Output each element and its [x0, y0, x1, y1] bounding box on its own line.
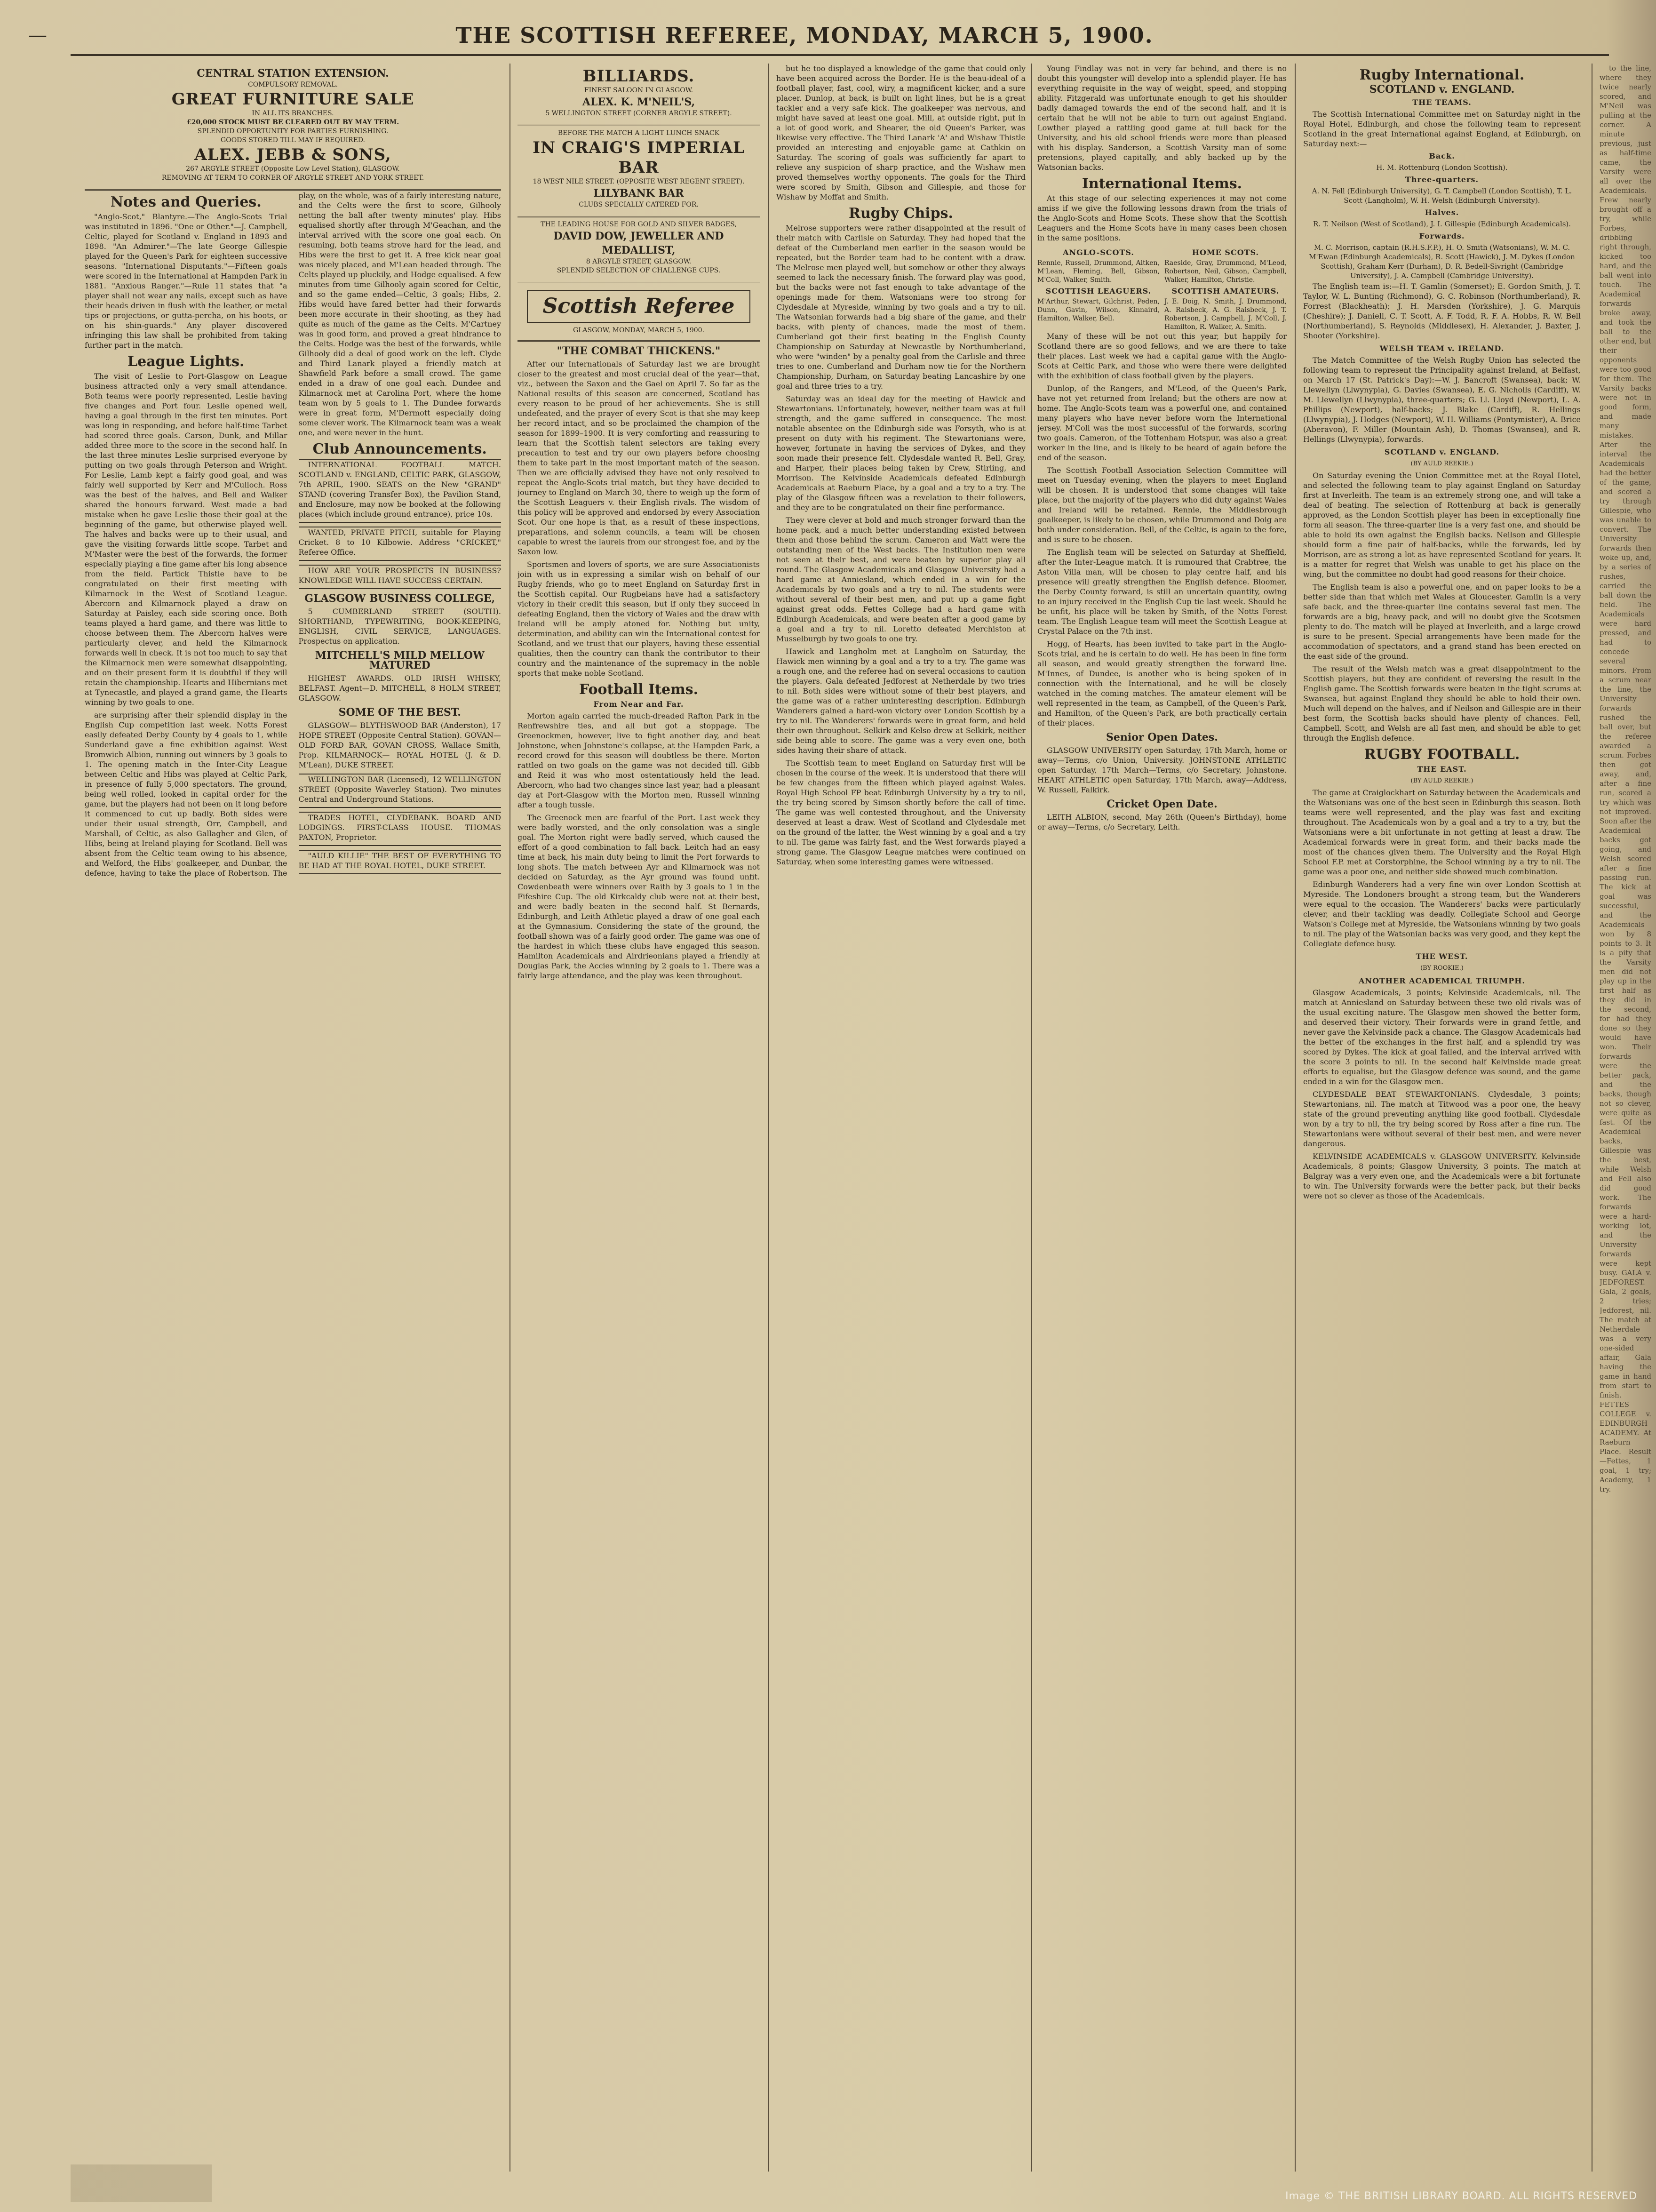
- section-heading: Senior Open Dates.: [1106, 731, 1218, 743]
- ad-text: GLASGOW— BLYTHSWOOD BAR (Anderston), 17 HOPE STREET (Opposite Central Station). GOVAN— OLD FORD BAR, GOVAN CROSS, Wallace Smith, Prop. KILMARNOCK— ROYAL HOTEL (J. & D. M'Lean), DUKE STREET.: [298, 721, 501, 769]
- ad-line: GREAT FURNITURE SALE: [171, 90, 414, 109]
- section-heading: Cricket Open Date.: [1107, 798, 1218, 810]
- article-text: Melrose supporters were rather disappointed at the result of their match with Carlisle on Saturday. They had hoped that the defeat of the Cumberland men earlier in the season would be repeated, but the Border team had to be content with a draw. The Melrose men played well, but somehow or other they always seemed to lack the necessary finish. The forward play was good, but the backs were not fast enough to take advantage of the openings made for them. Watsonians were too strong for Clydesdale at Myreside, winning by two goals and a try to nil. The Watsonian forwards had a big share of the game, and their backs, with plenty of chances, made the most of them. Cumberland got their first beating in the English County Championship on Saturday at Newcastle by Northumberland, who were "winden" by a penalty goal from the Carlisle and three tries to one. Cumberland and Durham now tie for the Northern Championship, Durham, on Saturday beating Lancashire by one goal and three tries to a try.: [776, 224, 1026, 391]
- article-text: Edinburgh Wanderers had a very fine win over London Scottish at Myreside. The Londoners brought a strong team, but the Wanderers were equal to the occasion. The Wanderers' backs were particularly clever, and their tackling was deadly. Collegiate School and George Watson's College met at Myreside, the Watsonians winning by two goals to nil. The play of the Watsonian backs was very good, and they kept the Collegiate defence busy.: [1303, 880, 1581, 948]
- article-text: Many of these will be not out this year, but happily for Scotland there are so good fellows, and we are there to take their places. Last week we had a capital game with the Anglo-Scots at Celtic Park, and those who were there were delighted with the exhibition of class football given by the players.: [1037, 332, 1287, 380]
- team-list-names: Raeside, Gray, Drummond, M'Leod, Robertson, Neil, Gibson, Campbell, Walker, Hamilton, Christie.: [1164, 259, 1287, 284]
- copyright-credit: Image © THE BRITISH LIBRARY BOARD. ALL RIGHTS RESERVED: [1285, 2190, 1637, 2202]
- club-ad: [299, 459, 502, 523]
- paper-date: GLASGOW, MONDAY, MARCH 5, 1900.: [573, 327, 705, 334]
- team-list: [1037, 246, 1160, 331]
- column-3: [776, 64, 1026, 2172]
- wellington-ad: [299, 774, 502, 808]
- ad-line: £20,000 STOCK MUST BE CLEARED OUT BY MAY TERM.: [186, 119, 399, 126]
- section-subheading: WELSH TEAM v. IRELAND.: [1379, 344, 1505, 353]
- scotland-team: [1303, 152, 1581, 280]
- ad-address: 267 ARGYLE STREET (Opposite Low Level Station), GLASGOW.: [186, 165, 400, 173]
- article-text: They were clever at bold and much stronger forward than the home pack, and a much better understanding existed between them and those behind the scrum. Cameron and Watt were the outstanding men of the West backs. The Institution men were not seen at their best, and were beaten by superior play all round. The Glasgow Academicals and Glasgow University had a hard game at Anniesland, which ended in a win for the Academicals by two goals and a try to nil. The students were without several of their best men, and put up a game fight against great odds. Fettes College had a hard game with Edinburgh Academicals, and were beaten after a good game by a goal and a try to nil. Loretto defeated Merchiston at Musselburgh by two goals to one try.: [776, 516, 1026, 643]
- torn-corner: [71, 2164, 212, 2202]
- ad-line: CENTRAL STATION EXTENSION.: [197, 67, 389, 80]
- furniture-sale-ad: [85, 64, 501, 191]
- team-lists: [1037, 246, 1287, 331]
- teams-heading: THE TEAMS.: [1412, 98, 1472, 107]
- page-header-title: THE SCOTTISH REFEREE, MONDAY, MARCH 5, 1900.: [455, 23, 1154, 48]
- ad-line: DAVID DOW, JEWELLER AND MEDALLIST,: [553, 230, 724, 256]
- player-names: R. T. Neilson (West of Scotland), J. I. Gillespie (Edinburgh Academicals).: [1313, 220, 1571, 228]
- ad-text: HIGHEST AWARDS. OLD IRISH WHISKY, BELFAST. Agent—D. MITCHELL, 8 HOLM STREET, GLASGOW.: [298, 674, 501, 703]
- team-list-heading: ANGLO-SCOTS.: [1063, 248, 1134, 257]
- byline: (BY ROOKIE.): [1420, 965, 1464, 972]
- column-2: [518, 64, 760, 2172]
- college-title: GLASGOW BUSINESS COLLEGE,: [304, 592, 495, 605]
- article-text: The game at Craiglockhart on Saturday between the Academicals and the Watsonians was one of the best seen in Edinburgh this season. Both teams were well represented, and the play was fast and exciting throughout. The Academicals won by a goal and a try to a try, but the Watsonians were a bit unfortunate in not getting at least a draw. The Academical forwards were in great form, and their backs made the most of the chances given them. The University and the Royal High School F.P. met at Corstorphine, the School winning by a try to nil. The game was a poor one, and neither side showed much combination.: [1303, 788, 1581, 876]
- column-6-partial: [1600, 64, 1651, 2172]
- ad-line: SPLENDID SELECTION OF CHALLENGE CUPS.: [557, 267, 721, 274]
- article-text: Glasgow Academicals, 3 points; Kelvinside Academicals, nil. The match at Anniesland on Saturday between these two old rivals was of the usual exciting nature. The Glasgow men showed the better form, and deserved their victory. Their forwards were in grand fettle, and never gave the Kelvinside pack a chance. The Glasgow Academicals had the better of the exchanges in the first half, and a splendid try was scored by Dykes. The kick at goal failed, and the interval arrived with the score 3 points to nil. In the second half Kelvinside made great efforts to equalise, but the Glasgow defence was sound, and the game ended in a win for the Glasgow men.: [1303, 988, 1581, 1086]
- two-column-section: [85, 191, 501, 878]
- club-ad: [299, 527, 502, 561]
- player-names: H. M. Rottenburg (London Scottish).: [1376, 163, 1508, 172]
- ad-line: GOODS STORED TILL MAY IF REQUIRED.: [221, 136, 365, 144]
- column-4: [1037, 64, 1287, 2172]
- ad-text: WANTED, PRIVATE PITCH, suitable for Playing Cricket. 8 to 10 Kilbowie. Address "CRICKET," Referee Office.: [298, 528, 501, 557]
- article-text: CLYDESDALE BEAT STEWARTONIANS. Clydesdale, 3 points; Stewartonians, nil. The match at Titwood was a poor one, the heavy state of the ground preventing anything like good football. Clydesdale won by a try to nil, the try being scored by Ross after a fine run. The Stewartonians were without several of their best men, and were never dangerous.: [1303, 1090, 1581, 1148]
- article-text: "Anglo-Scot," Blantyre.—The Anglo-Scots Trial was instituted in 1896. "One or Other."—J. Campbell, Celtic, played for Scotland v. England in 1893 and 1898. "An Admirer."—The late George Gillespie played for the Queen's Park for eighteen successive seasons. "International Disputants."—Fifteen goals were scored in the International at Hampden Park in 1881. "Anxious Ranger."—Rule 11 states that "a player shall not wear any nails, except such as have their heads driven in flush with the leather, or metal tips or projections, or gutta-percha, on his boots, or on his shin-guards." Any player discovered infringing this law shall be prohibited from taking further part in the match.: [85, 212, 287, 350]
- ad-text: HOW ARE YOUR PROSPECTS IN BUSINESS? KNOWLEDGE WILL HAVE SUCCESS CERTAIN.: [298, 566, 501, 585]
- ad-line: SPLENDID OPPORTUNITY FOR PARTIES FURNISHING.: [197, 128, 389, 135]
- player-names: M. C. Morrison, captain (R.H.S.F.P.), H. O. Smith (Watsonians), W. M. C. M'Ewan (Edinburgh Academicals), R. Scott (Hawick), J. M. Dykes (London Scottish), Graham Kerr (Durham), D. R. Bedell-Sivright (Cambridge University), J. A. Campbell (Cambridge University).: [1309, 243, 1575, 280]
- ad-line: BILLIARDS.: [582, 67, 695, 86]
- ad-text: INTERNATIONAL FOOTBALL MATCH. SCOTLAND v. ENGLAND, CELTIC PARK, GLASGOW, 7th APRIL, 1900. SEATS on the New "GRAND" STAND (covering Transfer Box), the Pavilion Stand, and Enclosure, may now be booked at the following places (which include ground entrance), price 10s.: [298, 460, 501, 519]
- section-subheading: From Near and Far.: [593, 700, 684, 709]
- section-subheading: SCOTLAND v. ENGLAND.: [1384, 447, 1500, 456]
- section-subheading: THE WEST.: [1416, 952, 1468, 961]
- section-heading: Rugby Chips.: [849, 205, 953, 222]
- article-text: After our Internationals of Saturday last we are brought closer to the greatest and most crucial deal of the year—that, viz., between the Saxon and the Gael on April 7. So far as the National results of this season are concerned, Scotland has every reason to be proud of her achievements. She is still undefeated, and the prayer of every Scot is that she may keep her record intact, and so be proclaimed the champion of the season for 1899–1900. It is very comforting and reassuring to learn that the Scottish talent selectors are taking every precaution to test and try our own players before choosing them to take part in the most important match of the season. Then we are officially advised they have not only resolved to repeat the Anglo-Scots trial match, but they have decided to journey to England on March 30, there to weigh up the form of the Scottish Leaguers v. their English rivals. The wisdom of this policy will be approved and endorsed by every Association Scot. Our one hope is that, as a result of these inspections, preparations, and solemn councils, a team will be chosen capable to wrest the laurels from our strongest foe, and by the Saxon low.: [518, 359, 760, 556]
- team-list: [1164, 246, 1287, 331]
- ad-line: IN ALL ITS BRANCHES.: [252, 110, 334, 117]
- section-heading: Rugby International.: [1359, 67, 1525, 83]
- article-text: The Scottish Football Association Selection Committee will meet on Tuesday evening, when the players to meet England will be chosen. It is understood that some changes will take place, but the majority of the players who did duty against Wales and Ireland will be retained. Rennie, the Middlesbrough goalkeeper, is likely to be chosen, while Drummond and Doig are both under consideration. Bell, of the Celtic, is again to the fore, and is sure to be chosen.: [1037, 466, 1287, 544]
- ad-line: FINEST SALOON IN GLASGOW.: [584, 87, 693, 94]
- ad-text: 5 CUMBERLAND STREET (SOUTH). SHORTHAND, TYPEWRITING, BOOK-KEEPING, ENGLISH, CIVIL SERVICE, LANGUAGES. Prospectus on application.: [298, 607, 501, 646]
- position-heading: Back.: [1429, 152, 1455, 160]
- team-list-names: Rennie, Russell, Drummond, Aitken, M'Lean, Fleming, Bell, Gibson, M'Coll, Walker, Smith.: [1037, 259, 1160, 284]
- team-list-heading: SCOTTISH LEAGUERS.: [1045, 287, 1152, 295]
- article-text: The English team is:—H. T. Gamlin (Somerset); E. Gordon Smith, J. T. Taylor, W. L. Bunting (Richmond), G. C. Robinson (Northumberland), R. Forrest (Blackheath); J. H. Marsden (Yorkshire), J. G. Marquis (Cheshire); J. Daniell, C. T. Scott, A. F. Todd, R. F. A. Hobbs, R. W. Bell (Northumberland), S. Reynolds (Middlesex), H. Alexander, J. Baxter, J. Shooter (Yorkshire).: [1303, 282, 1581, 340]
- best-heading: SOME OF THE BEST.: [338, 706, 461, 719]
- paper-logo: Scottish Referee: [527, 290, 750, 323]
- ad-line: BEFORE THE MATCH A LIGHT LUNCH SNACK: [557, 129, 720, 137]
- player-names: A. N. Fell (Edinburgh University), G. T. Campbell (London Scottish), T. L. Scott (Langholm), W. H. Welsh (Edinburgh University).: [1312, 187, 1572, 205]
- article-text: The English team will be selected on Saturday at Sheffield, after the Inter-League match. It is rumoured that Crabtree, the Aston Villa man, will be chosen to play centre half, and his presence will greatly strengthen the English defence. Bloomer, the Derby County forward, is still an uncertain quantity, owing to an injury received in the English Cup tie last week. Should he be unfit, his place will be taken by Smith, of the Notts Forest team. The English League team will meet the Scottish League at Crystal Palace on the 7th inst.: [1037, 548, 1287, 636]
- column-5: [1303, 64, 1581, 2172]
- article-text: The English team is also a powerful one, and on paper looks to be a better side than that which met Wales at Gloucester. Gamlin is a very safe back, and the three-quarter line contains several fast men. The forwards are a big, heavy pack, and will no doubt give the Scotsmen plenty to do. The match will be played at Inverleith, and a large crowd is sure to be present. Special arrangements have been made for the accommodation of spectators, and a grand stand has been erected on the east side of the ground.: [1303, 583, 1581, 661]
- billiards-ad: [518, 64, 760, 126]
- position-heading: Forwards.: [1419, 232, 1465, 240]
- leader-heading: "THE COMBAT THICKENS.": [557, 345, 721, 357]
- imperial-bar-ad: [518, 126, 760, 217]
- ad-line: CLUBS SPECIALLY CATERED FOR.: [579, 201, 699, 208]
- article-text: Dunlop, of the Rangers, and M'Leod, of the Queen's Park, have not yet returned from Ireland; but the others are now at home. The Anglo-Scots team was a powerful one, and contained many players who have never before worn the International jersey. M'Coll was the most successful of the forwards, scoring two goals. Cameron, of the Tottenham Hotspur, was also a great worker in the line, and is likely to be heard of again before the end of the season.: [1037, 384, 1287, 462]
- paper-masthead: [518, 283, 760, 342]
- team-list-names: M'Arthur, Stewart, Gilchrist, Peden, Dunn, Gavin, Wilson, Kinnaird, Hamilton, Walker, Bell.: [1037, 298, 1160, 322]
- column-rule: [1295, 64, 1296, 2172]
- section-heading: Football Items.: [579, 681, 699, 698]
- header-dash: —: [28, 24, 47, 46]
- section-heading: RUGBY FOOTBALL.: [1364, 746, 1520, 763]
- article-text: Morton again carried the much-dreaded Rafton Park in the Renfrewshire ties, and all but got a stoppage. The Greenockmen, however, live to fight another day, and beat Johnstone, when Johnstone's collapse, at the Hampden Park, a record crowd for this season will doubtless be there. Morton rattled on two goals on the game was not decided till. Gibb and Reid it was who most ostentatiously held the lead. Abercorn, who had two changes since last year, had a pleasant day at Port-Glasgow with the Morton men, Russell winning after a tough tussle.: [518, 711, 760, 809]
- byline: (BY AULD REEKIE.): [1410, 777, 1473, 784]
- team-list-names: J. E. Doig, N. Smith, J. Drummond, A. Raisbeck, A. G. Raisbeck, J. T. Robertson, J. Campbell, J. M'Coll, J. Hamilton, R. Walker, A. Smith.: [1164, 298, 1287, 331]
- section-subheading: ANOTHER ACADEMICAL TRIUMPH.: [1359, 976, 1525, 985]
- ad-line: 5 WELLINGTON STREET (CORNER ARGYLE STREET).: [545, 110, 732, 117]
- article-text: to the line, where they twice nearly scored, and M'Neil was pulling at the corner. A minute previous, just as half-time came, the Varsity were all over the Academicals. Frew nearly brought off a try, while Forbes, dribbling right through, kicked too hard, and the ball went into touch. The Academical forwards broke away, and took the ball to the other end, but their opponents were too good for them. The Varsity backs were not in good form, and made many mistakes. After the interval the Academicals had the better of the game, and scored a try through Gillespie, who was unable to convert. The University forwards then woke up, and, by a series of rushes, carried the ball down the field. The Academicals were hard pressed, and had to concede several minors. From a scrum near the line, the University forwards rushed the ball over, but the referee awarded a scrum. Forbes then got away, and, after a fine run, scored a try which was not improved. Soon after the Academical backs got going, and Welsh scored after a fine passing run. The kick at goal was successful, and the Academicals won by 8 points to 3. It is a pity that the Varsity men did not play up in the first half as they did in the second, for had they done so they would have won. Their forwards were the better pack, and the backs, though not so clever, were quite as fast. Of the Academical backs, Gillespie was the best, while Welsh and Fell also did good work. The forwards were a hard-working lot, and the University forwards were kept busy. GALA v. JEDFOREST. Gala, 2 goals, 2 tries; Jedforest, nil. The match at Netherdale was a very one-sided affair, Gala having the game in hand from start to finish. FETTES COLLEGE v. EDINBURGH ACADEMY. At Raeburn Place. Result—Fettes, 1 goal, 1 try; Academy, 1 try.: [1600, 64, 1651, 1493]
- section-heading: Club Announcements.: [312, 441, 487, 457]
- ad-line: COMPULSORY REMOVAL.: [247, 81, 338, 88]
- column-rule: [768, 64, 769, 2172]
- whisky-title: MITCHELL'S MILD MELLOW MATURED: [315, 649, 485, 671]
- article-text: Young Findlay was not in very far behind, and there is no doubt this youngster will develop into a splendid player. He has everything requisite in the way of weight, speed, and stopping ability. Fitzgerald was unfortunate enough to get his shoulder badly damaged towards the end of the second half, and it is certain that he will not be able to turn out against England. Lowther played a rattling good game at full back for the University, and his old school friends were more than pleased with his display. Sanderson, a Scottish Varsity man of some pretensions, played capitally, and ably backed up by the Watsonian backs.: [1037, 64, 1287, 172]
- article-text: Hogg, of Hearts, has been invited to take part in the Anglo-Scots trial, and he is certain to do well. He has been in fine form all season, and would greatly strengthen the forward line. M'Innes, of Dundee, is another who is being spoken of in connection with the International, and he will be closely watched in the coming matches. The amateur element will be well represented in the team, as Campbell, of the Queen's Park, and Hamilton, of the Queen's Park, are both practically certain of their places.: [1037, 639, 1287, 727]
- section-heading: League Lights.: [127, 353, 245, 370]
- section-heading: Notes and Queries.: [110, 194, 262, 210]
- position-heading: Three-quarters.: [1405, 175, 1479, 184]
- ad-line: LILYBANK BAR: [593, 187, 684, 200]
- trades-ad: [299, 812, 502, 846]
- ad-text: TRADES HOTEL, CLYDEBANK. BOARD AND LODGINGS. FIRST-CLASS HOUSE. THOMAS PAXTON, Proprietor.: [298, 813, 501, 842]
- article-text: The Scottish International Committee met on Saturday night in the Royal Hotel, Edinburgh, and chose the following team to represent Scotland in the great International against England, at Edinburgh, on Saturday next:—: [1303, 110, 1581, 148]
- team-list-heading: SCOTTISH AMATEURS.: [1171, 287, 1280, 295]
- article-text: but he too displayed a knowledge of the game that could only have been acquired across the Border. He is the beau-ideal of a football player, fast, cool, wiry, a magnificent kicker, and a sure placer. Dunlop, at back, is built on light lines, but he is a great tackler and a very safe kick. The goalkeeper was nervous, and might have saved at least one goal. Mill, at outside right, put in a lot of good work, and Shearer, the old Queen's Parker, was likewise very effective. The Third Lanark 'A' and Wishaw Thistle provided an interesting and enjoyable game at Cathkin on Saturday. The scoring of goals was sufficiently far apart to relieve any suspicion of sharp practice, and the Wishaw men proved themselves worthy opponents. The goals for the Third were scored by Smith, Gibson and Gillespie, and those for Wishaw by Moffat and Smith.: [776, 64, 1026, 201]
- ad-removing: REMOVING AT TERM TO CORNER OF ARGYLE STREET AND YORK STREET.: [161, 174, 424, 182]
- article-text: Sportsmen and lovers of sports, we are sure Associationists join with us in expressing a similar wish on behalf of our Rugby friends, who go to meet England on Saturday first in the Scottish capital. Our Rugbeians have had a satisfactory victory in their credit this season, but if only they succeed in defeating England, then the victory of Wales and the draw with Ireland will be amply atoned for. Nothing but unity, determination, and ability can win the International contest for Scotland, and we trust that our players, having these essential qualities, then the country can thank the contributor to their country and the maintenance of the supremacy in the noble sports that make noble Scotland.: [518, 560, 760, 678]
- section-heading: International Items.: [1082, 176, 1242, 192]
- article-text: LEITH ALBION, second, May 26th (Queen's Birthday), home or away—Terms, c/o Secretary, Leith.: [1037, 813, 1287, 831]
- ad-line: THE LEADING HOUSE FOR GOLD AND SILVER BADGES,: [541, 221, 737, 228]
- article-text: are surprising after their splendid display in the English Cup competition last week. Notts Forest easily defeated Derby County by 4 goals to 1, while Sunderland gave a fine exhibition against West Bromwich Albion, running out winners by 3 goals to 1. The opening match in the Inter-City League between Celtic and Hibs was played at Celtic Park, in presence of fully 5,000 spectators. The ground, being well rolled, looked in capital order for the game, but the players had not been on it long before it commenced to cut up badly. Both sides were under their usual strength, Orr, Campbell, and Marshall, of Celtic, as also Gallagher and Glen, of Hibs, being at Ireland playing for Scotland. Bell was absent from the Celtic team owing to his absence, and Welford, the Hibs' goalkeeper, and Dunbar, the defence, having to take the place of Robertson. The play, on the whole, was of a fairly interesting nature, and the Celts were the first to score, Gilhooly netting the ball after twenty minutes' play. Hibs equalised shortly after through M'Geachan, and the interval arrived with the score one goal each. On resuming, both teams strove hard for the lead, and Hibs were the first to get it. A free kick near goal was nicely placed, and M'Lean headed through. The Celts played up pluckily, and Hodge equalised. A few minutes from time Gilhooly again scored for Celtic, and so the game ended—Celtic, 3 goals; Hibs, 2. Hibs would have fared better had their forwards been more accurate in their shooting, as they had quite as much of the game as the Celts. M'Cartney was in good form, and proved a great hindrance to the Celts. Hodge was the best of the forwards, while Gilhooly did a deal of good work on the left. Clyde and Third Lanark played a friendly match at Shawfield Park before a small crowd. The game ended in a draw of one goal each. Dundee and Kilmarnock met at Carolina Port, where the home team won by 5 goals to 1. The Dundee forwards were in great form, M'Dermott especially doing some clever work. The Kilmarnock team was a weak one, and were never in the hunt.: [85, 191, 501, 878]
- article-text: On Saturday evening the Union Committee met at the Royal Hotel, and selected the following team to play against England on Saturday first at Inverleith. The team is an extremely strong one, and will take a deal of beating. The selection of Rottenburg at back is generally approved, as the London Scottish player has been in exceptionally fine form all season. The three-quarter line is a very fast one, and should be able to hold its own against the English backs. Neilson and Gillespie should form a fine pair of half-backs, while the forwards, led by Morrison, are as strong a lot as have represented Scotland for years. It is a matter for regret that Welsh was unable to get his place on the wing, but the committee no doubt had good reasons for their choice.: [1303, 471, 1581, 579]
- article-text: GLASGOW UNIVERSITY open Saturday, 17th March, home or away—Terms, c/o Union, University. JOHNSTONE ATHLETIC open Saturday, 17th March—Terms, c/o Secretary, Johnstone. HEART ATHLETIC open Saturday, 17th March, away—Address, W. Russell, Falkirk.: [1037, 746, 1287, 794]
- auld-killie-ad: [299, 850, 502, 874]
- team-list-heading: HOME SCOTS.: [1192, 248, 1259, 257]
- article-text: KELVINSIDE ACADEMICALS v. GLASGOW UNIVERSITY. Kelvinside Academicals, 8 points; Glasgow University, 3 points. The match at Balgray was a very even one, and the Academicals were a bit fortunate to win. The University forwards were the better pack, but their backs were not so clever as those of the Academicals.: [1303, 1152, 1581, 1200]
- column-1: [85, 64, 501, 2172]
- match-heading: SCOTLAND v. ENGLAND.: [1369, 83, 1515, 96]
- ad-line: ALEX. K. M'NEIL'S,: [582, 96, 695, 108]
- header-rule: [71, 54, 1609, 56]
- ad-line: IN CRAIG'S IMPERIAL BAR: [533, 138, 745, 177]
- article-text: The Match Committee of the Welsh Rugby Union has selected the following team to represent the Principality against Ireland, at Belfast, on March 17 (St. Patrick's Day):—W. J. Bancroft (Swansea), back; W. Llewellyn (Llwynypia), G. Davies (Swansea), E. G. Nicholls (Cardiff), W. M. Llewellyn (Llwynypia), three-quarters; G. Ll. Lloyd (Newport), L. A. Phillips (Newport), half-backs; J. Blake (Cardiff), R. Hellings (Llwynypia), J. Hodges (Newport), W. H. Williams (Pontymister), A. Brice (Aberavon), F. Miller (Mountain Ash), D. Thomas (Swansea), and R. Hellings (Llwynypia), forwards.: [1303, 356, 1581, 444]
- section-subheading: THE EAST.: [1417, 765, 1467, 774]
- article-text: The Scottish team to meet England on Saturday first will be chosen in the course of the week. It is understood that there will be few changes from the fifteen which played against Wales. Royal High School FP beat Edinburgh University by a try to nil, the try being scored by Simson shortly before the call of time. The game was well contested throughout, and the University deserved at least a draw. West of Scotland and Clydesdale met on the ground of the latter, the West winning by a goal and a try to nil. The game was fairly fast, and the West forwards played a strong game. The Glasgow League matches were continued on Saturday, when some interesting games were witnessed.: [776, 759, 1026, 866]
- ad-text: "AULD KILLIE" THE BEST OF EVERYTHING TO BE HAD AT THE ROYAL HOTEL, DUKE STREET.: [298, 851, 501, 870]
- ad-firm-name: ALEX. JEBB & SONS,: [194, 145, 391, 164]
- column-rule: [1031, 64, 1032, 2172]
- article-text: At this stage of our selecting experiences it may not come amiss if we give the following lessons drawn from the trials of the Anglo-Scots and Home Scots. These show that the Scottish Leaguers and the Home Scots have in many cases been chosen in the same positions.: [1037, 194, 1287, 242]
- byline: (BY AULD REEKIE.): [1410, 460, 1473, 467]
- position-heading: Halves.: [1425, 208, 1459, 217]
- jeweller-ad: [518, 217, 760, 283]
- article-text: The visit of Leslie to Port-Glasgow on League business attracted only a very small attendance. Both teams were poorly represented, Leslie having five changes and Port four. Leslie opened well, having a goal through in the first ten minutes. Port was long in responding, and before half-time Tarbet had scored three goals. Carson, Dunk, and Millar added three more to the score in the second half. In the last three minutes Leslie surprised everyone by putting on two goals through Peterson and Wright. For Leslie, Lamb kept a fairly good goal, and was fairly well supported by Kerr and M'Culloch. Ross was the best of the halves, and Bell and Walker shared the honours forward. West made a bad mistake when he gave Leslie those their goal at the beginning of the game, but otherwise played well. The halves and backs were up to their usual, and gave the visiting forwards little scope. Tarbet and M'Master were the best of the forwards, the former especially playing a fine game after his long absence from the field. Partick Thistle have to be congratulated on their first meeting with Kilmarnock in the West of Scotland League. Abercorn and Kilmarnock played a draw on Saturday at Paisley, each side scoring once. Both teams played a hard game, and there was little to choose between them. The Abercorn halves were particularly clever, and held the Kilmarnock forwards well in check. It is not too much to say that the Kilmarnock men were somewhat disappointing, and on their present form it is doubtful if they will retain the championship. Hearts and Hibernians met at Tynecastle, and played a grand game, the Hearts winning by two goals to one.: [85, 372, 287, 707]
- ad-line: 8 ARGYLE STREET, GLASGOW.: [586, 258, 692, 265]
- ad-line: 18 WEST NILE STREET. (OPPOSITE WEST REGENT STREET).: [533, 178, 745, 185]
- article-text: Hawick and Langholm met at Langholm on Saturday, the Hawick men winning by a goal and a try to a try. The game was a rough one, and the referee had on several occasions to caution the players. Gala defeated Jedforest at Netherdale by two tries to nil. Both sides were without some of their best players, and the game was of a rather uninteresting description. Edinburgh Wanderers gained a hard-won victory over London Scottish by a try to nil. The Wanderers' forwards were in great form, and held their own throughout. Selkirk and Kelso drew at Selkirk, neither side being able to score. The game was a very even one, both sides having their share of attack.: [776, 647, 1026, 755]
- ad-text: WELLINGTON BAR (Licensed), 12 WELLINGTON STREET (Opposite Waverley Station). Two minutes Central and Underground Stations.: [298, 775, 501, 804]
- article-text: Saturday was an ideal day for the meeting of Hawick and Stewartonians. Unfortunately, however, neither team was at full strength, and the game suffered in consequence. The most notable absentee on the Edinburgh side was Forsyth, who is at present on duty with his regiment. The Stewartonians were, however, fortunate in having the services of Dykes, and they soon made their presence felt. Clydesdale wanted R. Bell, Gray, and Harper, their places being taken by Crew, Stirling, and Morrison. The Kelvinside Academicals defeated Edinburgh Academicals at Raeburn Place, by a goal and a try to a try. The play of the Glasgow fifteen was a revelation to their followers, and they are to be congratulated on their fine performance.: [776, 394, 1026, 512]
- club-ad: [299, 565, 502, 589]
- article-text: The result of the Welsh match was a great disappointment to the Scottish players, but they are confident of reversing the result in the English game. The Scottish forwards were beaten in the tight scrums at Swansea, but against England they should be able to hold their own. Much will depend on the halves, and if Neilson and Gillespie are in their best form, the Scottish backs should have plenty of chances. Fell, Campbell, Scott, and Welsh are all fast men, and should be able to get through the English defence.: [1303, 664, 1581, 743]
- article-text: The Greenock men are fearful of the Port. Last week they were badly worsted, and the only consolation was a single goal. The Morton right were badly served, which caused the effort of a good combination to fall back. Leitch had an easy time at back, his main duty being to limit the Port forwards to long shots. The match between Ayr and Kilmarnock was not decided on Saturday, as the Ayr ground was found unfit. Cowdenbeath were winners over Raith by 3 goals to 1 in the Fifeshire Cup. The old Kirkcaldy club were not at their best, and were badly beaten in the second half. St Bernards, Edinburgh, and Leith Athletic played a draw of one goal each at the Gymnasium. Considering the state of the ground, the football shown was of a fairly good order. The game was one of the hardest in which these clubs have engaged this season. Hamilton Academicals and Airdrieonians played a friendly at Douglas Park, the Accies winning by 2 goals to 1. There was a fairly large attendance, and the play was keen throughout.: [518, 813, 760, 980]
